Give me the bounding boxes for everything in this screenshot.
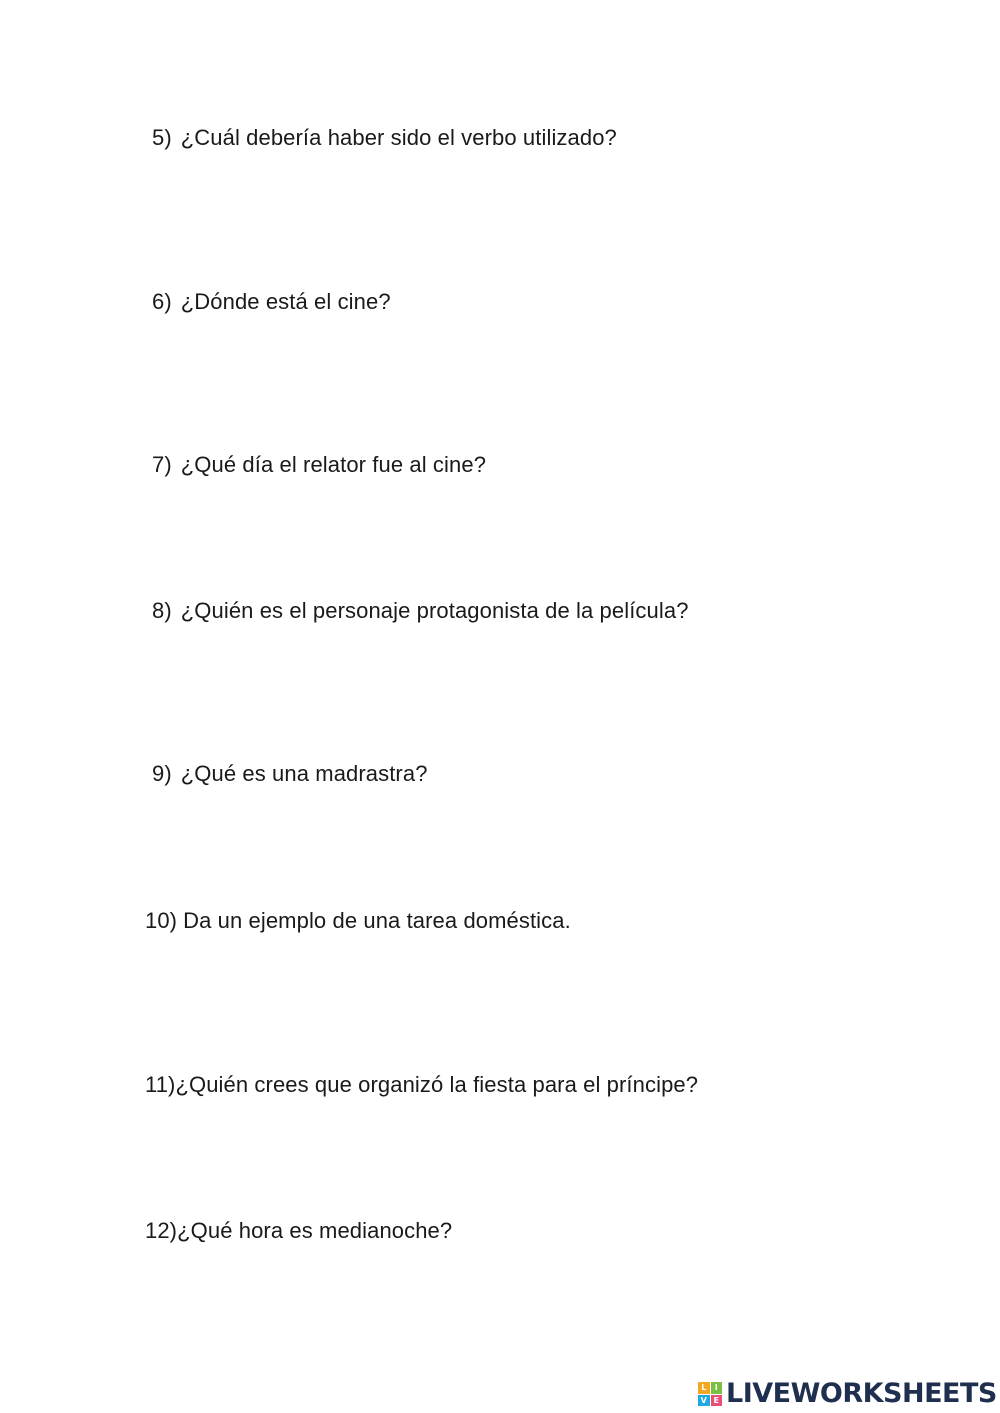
question-text: ¿Qué hora es medianoche? bbox=[177, 1218, 453, 1243]
question-number: 11) bbox=[145, 1072, 176, 1097]
question-10 bbox=[145, 907, 571, 935]
question-number: 8) bbox=[152, 598, 172, 623]
logo-tile-l: L bbox=[698, 1382, 710, 1394]
question-9 bbox=[152, 760, 428, 788]
logo-tile-e: E bbox=[711, 1395, 723, 1407]
question-text: ¿Quién crees que organizó la fiesta para el príncipe? bbox=[175, 1072, 699, 1097]
question-number: 9) bbox=[152, 761, 172, 786]
question-6 bbox=[152, 288, 391, 316]
question-5 bbox=[152, 124, 617, 152]
question-text: Da un ejemplo de una tarea doméstica. bbox=[183, 908, 571, 933]
question-number: 10) bbox=[145, 908, 178, 933]
question-text: ¿Dónde está el cine? bbox=[180, 289, 391, 314]
question-8 bbox=[152, 597, 689, 625]
question-text: ¿Qué día el relator fue al cine? bbox=[180, 452, 487, 477]
question-text: ¿Cuál debería haber sido el verbo utilizado? bbox=[180, 125, 617, 150]
question-number: 7) bbox=[152, 452, 172, 477]
question-number: 5) bbox=[152, 125, 172, 150]
liveworksheets-logo-text: LIVEWORKSHEETS bbox=[726, 1378, 997, 1409]
logo-tile-i: I bbox=[711, 1382, 723, 1394]
question-text: ¿Quién es el personaje protagonista de la película? bbox=[180, 598, 689, 623]
question-12 bbox=[145, 1217, 452, 1245]
question-text: ¿Qué es una madrastra? bbox=[180, 761, 428, 786]
liveworksheets-logo bbox=[698, 1378, 997, 1410]
question-11 bbox=[145, 1071, 698, 1099]
question-number: 12) bbox=[145, 1218, 178, 1243]
logo-tile-v: V bbox=[698, 1395, 710, 1407]
question-number: 6) bbox=[152, 289, 172, 314]
question-7 bbox=[152, 451, 486, 479]
liveworksheets-logo-icon bbox=[698, 1382, 722, 1406]
